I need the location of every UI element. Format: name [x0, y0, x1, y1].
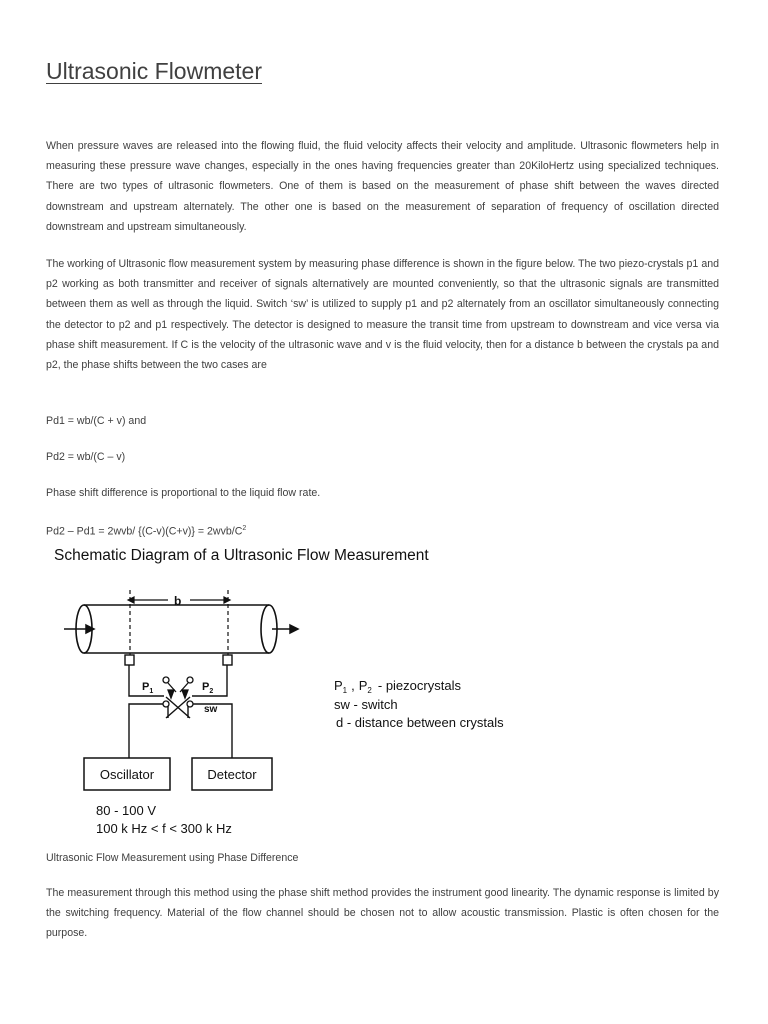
- equation-pd1: Pd1 = wb/(C + v) and: [46, 415, 147, 427]
- switch-contacts: [163, 677, 193, 707]
- equation-difference-text: Pd2 – Pd1 = 2wvb/ {(C-v)(C+v)} = 2wvb/C: [46, 525, 243, 538]
- p1-label: $P_1$: [142, 681, 154, 695]
- schematic-diagram: [44, 540, 544, 840]
- p2-label: $P_2$: [202, 681, 214, 695]
- equation-difference: [46, 521, 246, 540]
- intro-paragraph: When pressure waves are released into the flowing fluid, the fluid velocity affects their velocity and amplitude. Ultrasonic flowmeters help in measuring these pressure wave changes, especially in the ones having frequencies greater than 20KiloHertz using specialized techniques. There are two types of ultrasonic flowmeters. One of them is based on the measurement of phase shift between the waves directed downstream and upstream alternately. The other one is based on the measurement of separation of frequency of oscillation directed downstream and upstream simultaneously.: [46, 140, 719, 233]
- switch-arms: [168, 683, 188, 698]
- equation-pd2: Pd2 = wb/(C – v): [46, 451, 126, 463]
- frequency-spec: 100 k Hz < f < 300 k Hz: [96, 821, 232, 836]
- figure-caption: Ultrasonic Flow Measurement using Phase Difference: [46, 852, 299, 864]
- page-title: Ultrasonic Flowmeter: [46, 58, 262, 84]
- crystal-p1: [125, 655, 134, 665]
- legend-distance: d - distance between crystals: [336, 715, 504, 730]
- flow-out-arrow: [272, 625, 298, 633]
- detector-label: Detector: [207, 767, 257, 782]
- legend: [334, 678, 504, 730]
- flow-in-arrow: [64, 625, 94, 633]
- voltage-spec: 80 - 100 V: [96, 803, 156, 818]
- conclusion-paragraph: The measurement through this method using the phase shift method provides the instrument good linearity. The dynamic response is limited by the switching frequency. Material of the flow channel should be chosen not to allow acoustic transmission. Plastic is often chosen for the purpose.: [46, 887, 719, 940]
- equation-difference-exponent: 2: [242, 525, 247, 532]
- oscillator-label: Oscillator: [99, 767, 155, 782]
- working-paragraph: The working of Ultrasonic flow measurement system by measuring phase difference is shown in the figure below. The two piezo-crystals p1 and p2 working as both transmitter and receiver of signals alternatively are mounted conveniently, so that the ultrasonic signals are transmitted between them as well as through the liquid. Switch ‘sw’ is utilized to supply p1 and p2 alternately from an oscillator simultaneously connecting the detector to p2 and p1 respectively. The detector is designed to measure the transit time from upstream to downstream and vice versa via phase shift measurement. If C is the velocity of the ultrasonic wave and v is the fluid velocity, then for a distance b between the crystals pa and p2, the phase shifts between the two cases are: [46, 258, 719, 372]
- figure-title: Schematic Diagram of a Ultrasonic Flow Measurement: [54, 547, 429, 564]
- legend-switch: sw - switch: [334, 697, 398, 712]
- legend-piezocrystals: $P_1$ , $P_2$ - piezocrystals: [334, 678, 461, 695]
- switch-label: sw: [204, 704, 218, 715]
- phase-shift-statement: Phase shift difference is proportional to the liquid flow rate.: [46, 487, 321, 499]
- distance-label: b: [174, 594, 182, 608]
- crystal-p2: [223, 655, 232, 665]
- pipe: [76, 605, 277, 653]
